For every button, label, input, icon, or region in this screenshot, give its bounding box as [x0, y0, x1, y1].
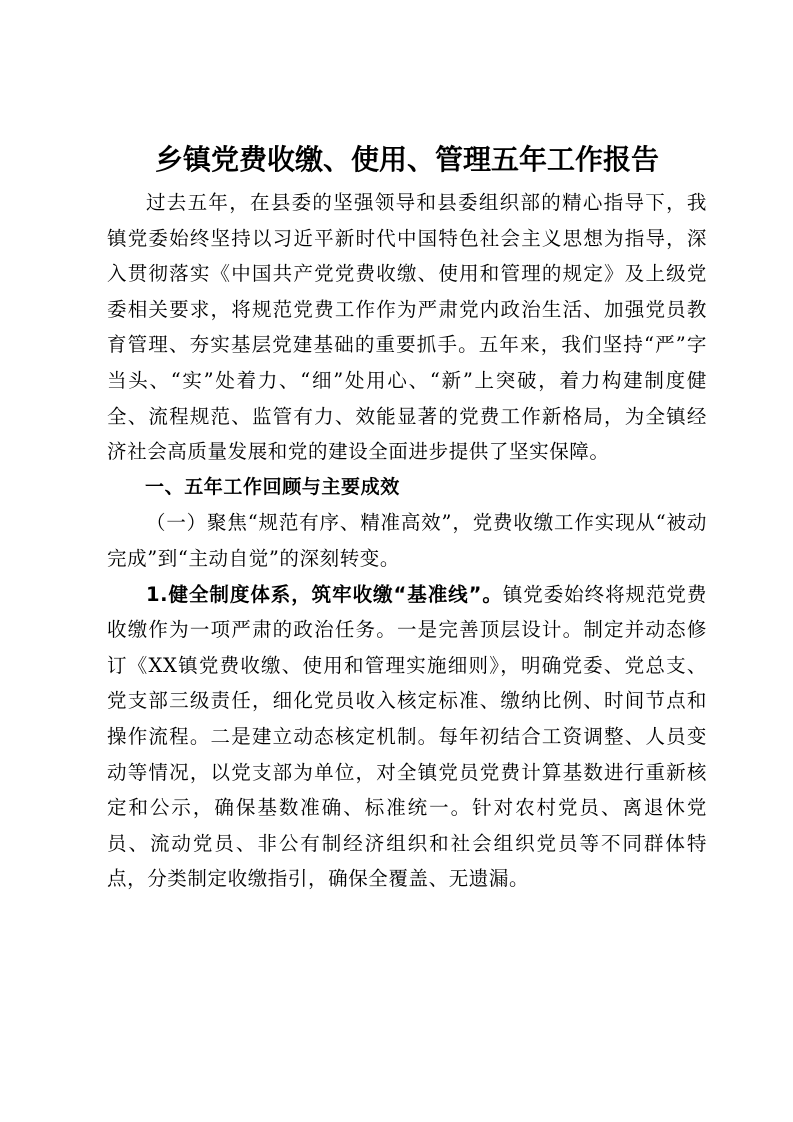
item-paragraph-1	[107, 577, 707, 897]
section-heading-1: 一、五年工作回顾与主要成效	[145, 475, 400, 498]
item-lead-1: 1.健全制度体系，筑牢收缴“基准线”。	[146, 582, 503, 606]
subsection-heading-1: （一）聚焦“规范有序、精准高效”，党费收缴工作实现从“被动完成”到“主动自觉”的深刻转变。	[107, 511, 707, 570]
document-page	[107, 140, 707, 897]
intro-paragraph: 过去五年，在县委的坚强领导和县委组织部的精心指导下，我镇党委始终坚持以习近平新时代中国特色社会主义思想为指导，深入贯彻落实《中国共产党党费收缴、使用和管理的规定》及上级党委相关要求，将规范党费工作作为严肃党内政治生活、加强党员教育管理、夯实基层党建基础的重要抓手。五年来，我们坚持“严”字当头、“实”处着力、“细”处用心、“新”上突破，着力构建制度健全、流程规范、监管有力、效能显著的党费工作新格局，为全镇经济社会高质量发展和党的建设全面进步提供了坚实保障。	[107, 191, 707, 464]
document-title: 乡镇党费收缴、使用、管理五年工作报告	[154, 143, 659, 176]
item-body-1: 镇党委始终将规范党费收缴作为一项严肃的政治任务。一是完善顶层设计。制定并动态修订《XX镇党费收缴、使用和管理实施细则》，明确党委、党总支、党支部三级责任，细化党员收入核定标准、缴纳比例、时间节点和操作流程。二是建立动态核定机制。每年初结合工资调整、人员变动等情况，以党支部为单位，对全镇党员党费计算基数进行重新核定和公示，确保基数准确、标准统一。针对农村党员、离退休党员、流动党员、非公有制经济组织和社会组织党员等不同群体特点，分类制定收缴指引，确保全覆盖、无遗漏。	[107, 582, 707, 891]
